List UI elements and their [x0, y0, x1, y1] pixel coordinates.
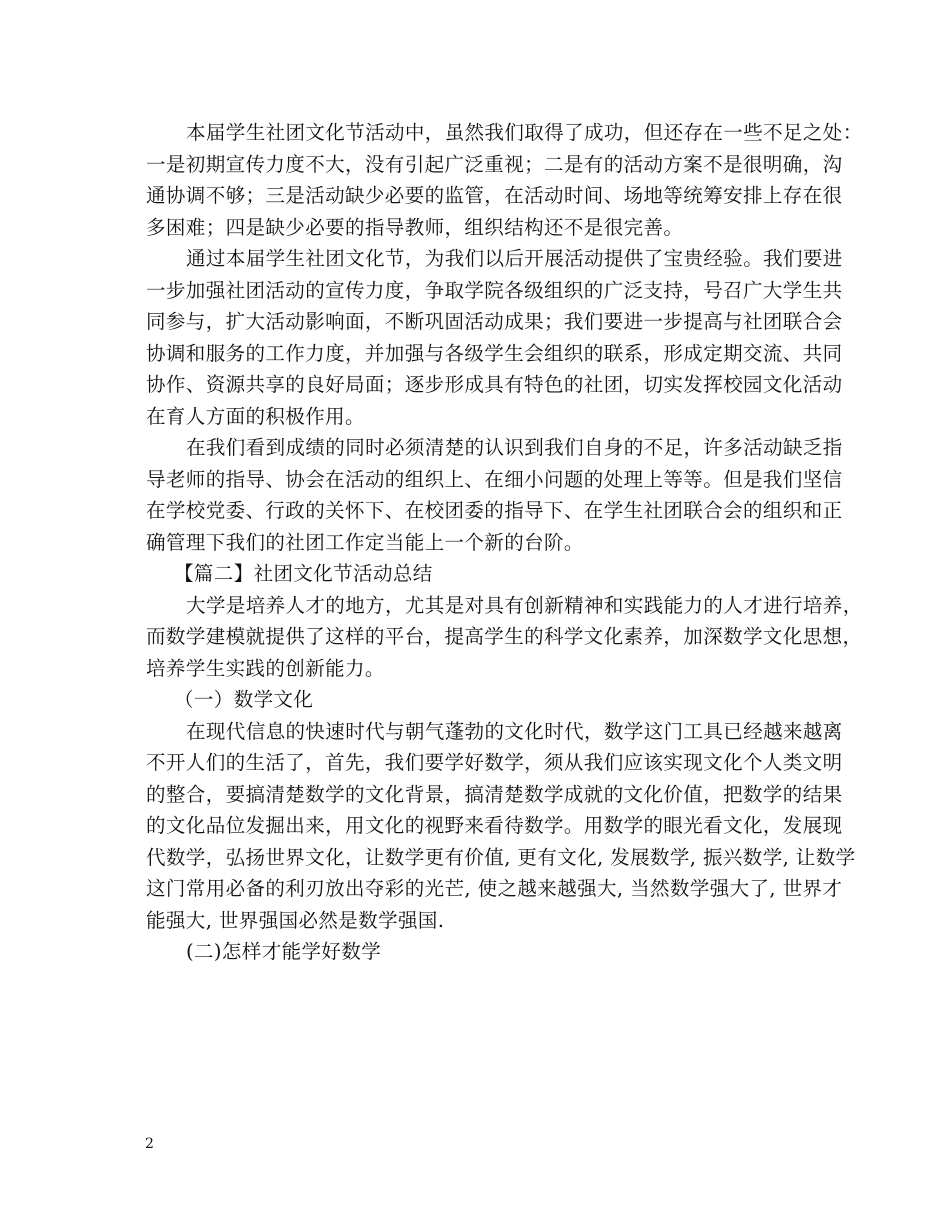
text-line: 在学校党委、行政的关怀下、在校团委的指导下、在学生社团联合会的组织和正 [146, 499, 843, 522]
text-line: 在我们看到成绩的同时必须清楚的认识到我们自身的不足，许多活动缺乏指 [186, 436, 843, 459]
text-line: 在现代信息的快速时代与朝气蓬勃的文化时代，数学这门工具已经越来越离 [186, 719, 843, 743]
text-line: 通过本届学生社团文化节，为我们以后开展活动提供了宝贵经验。我们要进 [186, 247, 843, 270]
text-line: 的整合，要搞清楚数学的文化背景，搞清楚数学成就的文化价值，把数学的结果 [146, 782, 843, 806]
text-line: 一是初期宣传力度不大，没有引起广泛重视；二是有的活动方案不是很明确，沟 [146, 152, 843, 176]
text-line: 大学是培养人才的地方，尤其是对具有创新精神和实践能力的人才进行培养， [186, 593, 863, 617]
text-line: 通协调不够；三是活动缺少必要的监管，在活动时间、场地等统筹安排上存在很 [146, 184, 843, 207]
text-line: 能强大, 世界强国必然是数学强国. [146, 908, 445, 932]
text-line: 而数学建模就提供了这样的平台，提高学生的科学文化素养，加深数学文化思想， [146, 625, 863, 648]
document-body [146, 117, 863, 968]
text-line: 一步加强社团活动的宣传力度，争取学院各级组织的广泛支持，号召广大学生共 [146, 278, 843, 302]
text-line: 培养学生实践的创新能力。 [146, 656, 385, 680]
text-line: 协调和服务的工作力度，并加强与各级学生会组织的联系，形成定期交流、共同 [146, 341, 843, 365]
text-line: 这门常用必备的利刃放出夺彩的光芒, 使之越来越强大, 当然数学强大了, 世界才 [146, 877, 843, 900]
text-line: 导老师的指导、协会在活动的组织上、在细小问题的处理上等等。但是我们坚信 [146, 467, 843, 491]
subsection-heading: (二)怎样才能学好数学 [186, 940, 382, 963]
section-heading: 【篇二】社团文化节活动总结 [174, 562, 433, 585]
text-line: 本届学生社团文化节活动中，虽然我们取得了成功，但还存在一些不足之处： [186, 121, 863, 144]
page-number: 2 [145, 1136, 154, 1152]
text-line: 代数学，弘扬世界文化，让数学更有价值, 更有文化, 发展数学, 振兴数学, 让数学 [146, 845, 856, 869]
text-line: 确管理下我们的社团工作定当能上一个新的台阶。 [146, 530, 584, 554]
text-line: 同参与，扩大活动影响面，不断巩固活动成果；我们要进一步提高与社团联合会 [146, 310, 843, 333]
text-line: 在育人方面的积极作用。 [146, 404, 365, 428]
text-line: 多困难；四是缺少必要的指导教师，组织结构还不是很完善。 [146, 215, 684, 239]
text-line: 不开人们的生活了，首先，我们要学好数学，须从我们应该实现文化个人类文明 [146, 751, 843, 774]
text-line: 的文化品位发掘出来，用文化的视野来看待数学。用数学的眼光看文化，发展现 [146, 814, 843, 837]
subsection-heading: （一）数学文化 [174, 688, 314, 711]
text-line: 协作、资源共享的良好局面；逐步形成具有特色的社团，切实发挥校园文化活动 [146, 373, 843, 396]
